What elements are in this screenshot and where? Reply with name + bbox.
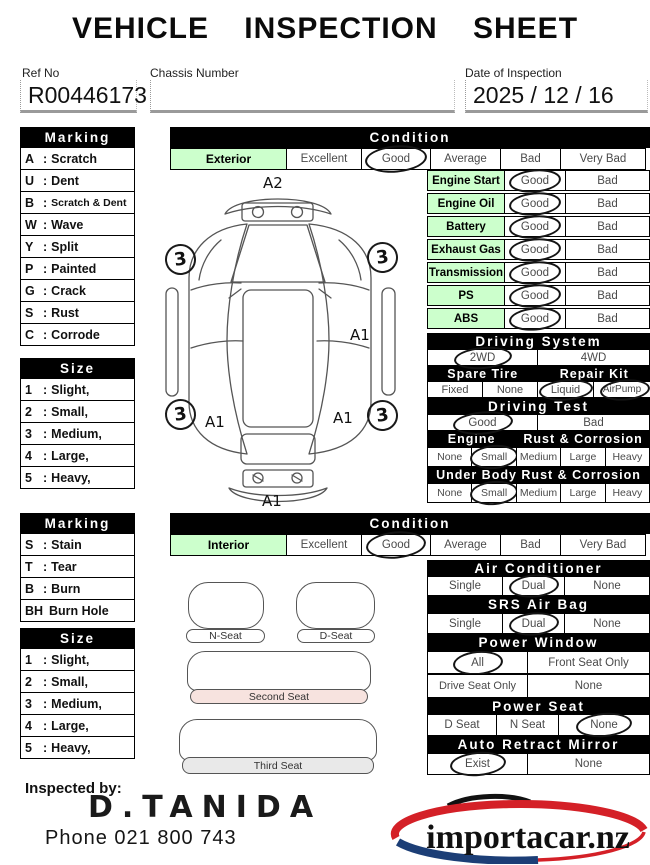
wheel-mark-rear-left: 3 bbox=[163, 397, 198, 432]
legend-code: S bbox=[25, 305, 34, 320]
legend-label: Large, bbox=[51, 448, 89, 463]
legend-label: Scratch bbox=[51, 151, 98, 166]
panel-label-a1-right: A1 bbox=[350, 326, 370, 344]
legend-row bbox=[20, 147, 135, 170]
legend-code: W bbox=[25, 217, 37, 232]
check-label: Transmission bbox=[427, 262, 505, 283]
option-cell-single: Single bbox=[427, 576, 503, 596]
legend-sep: : bbox=[43, 327, 48, 342]
wheel-mark-rear-right: 3 bbox=[365, 398, 400, 433]
option-cell-front-seat-only: Front Seat Only bbox=[527, 651, 650, 674]
legend-row bbox=[20, 599, 135, 622]
legend-label: Medium, bbox=[51, 696, 102, 711]
option-cell-airpump bbox=[593, 381, 650, 398]
legend-label: Tear bbox=[51, 559, 77, 574]
driving-block bbox=[427, 333, 650, 503]
inspector-signature: D.TANIDA bbox=[88, 790, 323, 821]
option-label: All bbox=[471, 656, 484, 669]
importacar-logo bbox=[388, 790, 650, 864]
spare-tire-repair-kit-header bbox=[427, 366, 650, 381]
n-seat-shape bbox=[188, 582, 264, 629]
legend-sep: : bbox=[43, 581, 48, 596]
logo-text: importacar.nz bbox=[426, 819, 630, 856]
good-cell bbox=[504, 262, 566, 283]
legend-row bbox=[20, 235, 135, 258]
option-label: Small bbox=[480, 451, 508, 463]
legend-sep: : bbox=[43, 559, 48, 574]
option-label: Dual bbox=[521, 580, 546, 592]
legend-label: Heavy, bbox=[51, 470, 91, 485]
check-label: PS bbox=[427, 285, 505, 306]
option-cell-medium: Medium bbox=[516, 483, 561, 503]
d-seat-label: D-Seat bbox=[297, 629, 375, 643]
legend-row bbox=[20, 444, 135, 467]
legend-label: Rust bbox=[51, 305, 79, 320]
option-cell-n-seat: N Seat bbox=[496, 714, 559, 736]
option-cell-large: Large bbox=[560, 483, 605, 503]
legend-sep: : bbox=[43, 740, 48, 755]
option-cell-heavy: Heavy bbox=[605, 447, 650, 467]
legend-label: Crack bbox=[51, 283, 86, 298]
legend-label: Large, bbox=[51, 718, 89, 733]
check-row bbox=[427, 193, 650, 214]
good-cell bbox=[504, 170, 566, 191]
inspection-date-label: Date of Inspection bbox=[465, 66, 562, 80]
option-cell-fixed: Fixed bbox=[427, 381, 483, 398]
option-cell-exist bbox=[427, 753, 528, 775]
option-cell-medium: Medium bbox=[516, 447, 561, 467]
legend-label: Dent bbox=[51, 173, 79, 188]
second-seat-label: Second Seat bbox=[190, 689, 368, 704]
driving-test-row bbox=[427, 414, 650, 431]
legend-row bbox=[20, 213, 135, 236]
legend-sep: : bbox=[43, 195, 48, 210]
exterior-checks-table bbox=[427, 170, 650, 331]
exterior-marking-legend bbox=[20, 127, 135, 346]
legend-code: C bbox=[25, 327, 35, 342]
interior-condition-header: Condition bbox=[170, 513, 650, 534]
option-cell-2wd bbox=[427, 349, 538, 366]
wheel-mark-front-right: 3 bbox=[365, 240, 400, 275]
size-legend-header: Size bbox=[20, 628, 135, 649]
legend-label: Burn Hole bbox=[49, 603, 109, 618]
scale-good-label: Good bbox=[381, 539, 411, 551]
panel-label-a1-right-rear: A1 bbox=[333, 409, 353, 427]
car-annotations bbox=[163, 170, 430, 510]
power-seat-header: Power Seat bbox=[427, 698, 650, 714]
second-seat-shape bbox=[187, 651, 371, 691]
option-cell-small bbox=[471, 483, 516, 503]
marking-legend-header: Marking bbox=[20, 127, 135, 148]
scale-cell-excellent: Excellent bbox=[286, 534, 362, 556]
legend-code: 1 bbox=[25, 382, 32, 397]
check-label: ABS bbox=[427, 308, 505, 329]
good-label: Good bbox=[520, 289, 550, 302]
legend-label: Medium, bbox=[51, 426, 102, 441]
check-row bbox=[427, 170, 650, 191]
check-row bbox=[427, 308, 650, 329]
option-cell-small bbox=[471, 447, 516, 467]
marking-legend-header: Marking bbox=[20, 513, 135, 534]
option-cell-none: None bbox=[527, 674, 650, 698]
legend-label: Small, bbox=[51, 404, 88, 419]
option-cell-d-seat: D Seat bbox=[427, 714, 497, 736]
option-label: Dual bbox=[521, 617, 546, 630]
option-cell-none bbox=[558, 714, 650, 736]
interior-equipment-block bbox=[427, 560, 650, 775]
option-label: Small bbox=[480, 487, 508, 499]
legend-label: Slight, bbox=[51, 382, 90, 397]
legend-label: Scratch & Dent bbox=[51, 196, 127, 209]
size-legend-header: Size bbox=[20, 358, 135, 379]
bad-cell: Bad bbox=[565, 308, 650, 329]
option-cell-none: None bbox=[564, 576, 650, 596]
option-label: AirPump bbox=[602, 384, 642, 395]
option-cell-none: None bbox=[564, 613, 650, 634]
option-cell-bad: Bad bbox=[537, 414, 650, 431]
check-row bbox=[427, 262, 650, 283]
scale-cell-average: Average bbox=[430, 534, 501, 556]
wheel-mark-front-left: 3 bbox=[163, 242, 198, 277]
spare-tire-title: Spare Tire bbox=[447, 366, 519, 381]
tire-kit-row bbox=[427, 381, 650, 398]
good-cell bbox=[504, 239, 566, 260]
under-body-rust-header: Under Body Rust & Corrosion bbox=[427, 467, 650, 483]
legend-sep: : bbox=[43, 470, 48, 485]
option-label: Exist bbox=[465, 758, 490, 770]
scale-cell-average: Average bbox=[430, 148, 501, 170]
legend-sep: : bbox=[43, 674, 48, 689]
page-title: VEHICLE INSPECTION SHEET bbox=[71, 12, 579, 45]
air-conditioner-row bbox=[427, 576, 650, 596]
exterior-size-legend bbox=[20, 358, 135, 489]
engine-rust-row bbox=[427, 447, 650, 467]
option-cell-4wd: 4WD bbox=[537, 349, 650, 366]
bad-cell: Bad bbox=[565, 170, 650, 191]
scale-cell-bad: Bad bbox=[500, 148, 561, 170]
legend-row bbox=[20, 279, 135, 302]
legend-code: B bbox=[25, 581, 35, 596]
option-cell-dual bbox=[502, 613, 565, 634]
scale-cell-bad: Bad bbox=[500, 534, 561, 556]
legend-sep: : bbox=[43, 151, 48, 166]
legend-row bbox=[20, 466, 135, 489]
option-cell-all bbox=[427, 651, 528, 674]
interior-area-cell: Interior bbox=[170, 534, 287, 556]
exterior-condition-scale-row bbox=[170, 148, 650, 170]
ref-no-value: R00446173 bbox=[28, 81, 147, 108]
legend-code: 4 bbox=[25, 448, 32, 463]
option-label: Liquid bbox=[550, 383, 581, 396]
srs-air-bag-row bbox=[427, 613, 650, 634]
legend-label: Stain bbox=[51, 537, 82, 552]
legend-row bbox=[20, 301, 135, 324]
legend-row bbox=[20, 692, 135, 715]
option-cell-good bbox=[427, 414, 538, 431]
third-seat-label: Third Seat bbox=[182, 757, 374, 774]
check-row bbox=[427, 216, 650, 237]
legend-sep: : bbox=[43, 305, 48, 320]
good-cell bbox=[504, 193, 566, 214]
chassis-number-field bbox=[150, 80, 455, 113]
legend-label: Corrode bbox=[51, 327, 100, 342]
legend-code: 3 bbox=[25, 696, 32, 711]
legend-code: U bbox=[25, 173, 35, 188]
good-label: Good bbox=[520, 266, 550, 279]
legend-code: P bbox=[25, 261, 34, 276]
option-cell-none: None bbox=[427, 447, 472, 467]
bad-cell: Bad bbox=[565, 193, 650, 214]
bad-cell: Bad bbox=[565, 262, 650, 283]
legend-label: Heavy, bbox=[51, 740, 91, 755]
legend-code: 1 bbox=[25, 652, 32, 667]
good-cell bbox=[504, 216, 566, 237]
bad-cell: Bad bbox=[565, 216, 650, 237]
driving-test-header: Driving Test bbox=[427, 398, 650, 414]
scale-cell-good bbox=[361, 148, 431, 170]
power-seat-row bbox=[427, 714, 650, 736]
driving-system-row bbox=[427, 349, 650, 366]
legend-code: 5 bbox=[25, 470, 32, 485]
legend-row bbox=[20, 555, 135, 578]
d-seat-shape bbox=[296, 582, 375, 629]
legend-sep: : bbox=[43, 239, 48, 254]
option-cell-none: None bbox=[527, 753, 650, 775]
good-label: Good bbox=[520, 220, 550, 233]
third-seat-shape bbox=[179, 719, 377, 761]
good-label: Good bbox=[520, 312, 550, 325]
option-cell-drive-seat-only: Drive Seat Only bbox=[427, 674, 528, 698]
legend-code: 4 bbox=[25, 718, 32, 733]
legend-code: 3 bbox=[25, 426, 32, 441]
legend-row bbox=[20, 670, 135, 693]
legend-label: Slight, bbox=[51, 652, 90, 667]
option-label: 2WD bbox=[469, 351, 496, 364]
n-seat-label: N-Seat bbox=[186, 629, 265, 643]
check-row bbox=[427, 239, 650, 260]
legend-sep: : bbox=[43, 217, 48, 232]
auto-retract-mirror-row bbox=[427, 753, 650, 775]
driving-system-header: Driving System bbox=[427, 333, 650, 349]
scale-cell-very-bad: Very Bad bbox=[560, 534, 646, 556]
option-cell-single: Single bbox=[427, 613, 503, 634]
panel-label-a1-left-rear: A1 bbox=[205, 413, 225, 431]
legend-code: T bbox=[25, 559, 33, 574]
exterior-area-cell: Exterior bbox=[170, 148, 287, 170]
inspection-date-value: 2025 / 12 / 16 bbox=[473, 81, 614, 108]
legend-code: G bbox=[25, 283, 35, 298]
legend-sep: : bbox=[43, 696, 48, 711]
check-label: Engine Oil bbox=[427, 193, 505, 214]
option-cell-none: None bbox=[482, 381, 538, 398]
chassis-number-label: Chassis Number bbox=[150, 66, 239, 80]
legend-label: Split bbox=[51, 239, 79, 254]
rust-corrosion-title: Rust & Corrosion bbox=[523, 432, 643, 446]
legend-row bbox=[20, 577, 135, 600]
check-row bbox=[427, 285, 650, 306]
legend-label: Painted bbox=[51, 261, 97, 276]
legend-sep: : bbox=[43, 283, 48, 298]
legend-row bbox=[20, 648, 135, 671]
good-label: Good bbox=[520, 197, 550, 210]
legend-sep: : bbox=[43, 382, 48, 397]
bad-cell: Bad bbox=[565, 239, 650, 260]
interior-condition-scale-row bbox=[170, 534, 650, 556]
under-body-rust-row bbox=[427, 483, 650, 503]
legend-sep: : bbox=[43, 261, 48, 276]
good-cell bbox=[504, 285, 566, 306]
scale-good-label: Good bbox=[381, 153, 411, 165]
legend-code: Y bbox=[25, 239, 34, 254]
check-label: Engine Start bbox=[427, 170, 505, 191]
option-cell-dual bbox=[502, 576, 565, 596]
power-window-row-2 bbox=[427, 674, 650, 698]
scale-cell-good bbox=[361, 534, 431, 556]
scale-cell-very-bad: Very Bad bbox=[560, 148, 646, 170]
check-label: Battery bbox=[427, 216, 505, 237]
legend-row bbox=[20, 400, 135, 423]
power-window-row-1 bbox=[427, 651, 650, 674]
legend-code: BH bbox=[25, 603, 44, 618]
legend-row bbox=[20, 736, 135, 759]
legend-row bbox=[20, 323, 135, 346]
legend-row bbox=[20, 257, 135, 280]
legend-sep: : bbox=[43, 652, 48, 667]
legend-row bbox=[20, 422, 135, 445]
engine-rust-title: Engine bbox=[447, 432, 496, 446]
legend-row bbox=[20, 191, 135, 214]
panel-label-a2: A2 bbox=[263, 174, 283, 192]
legend-row bbox=[20, 714, 135, 737]
srs-air-bag-header: SRS Air Bag bbox=[427, 596, 650, 613]
panel-label-a1-bottom: A1 bbox=[262, 492, 282, 510]
good-label: Good bbox=[520, 174, 550, 187]
legend-sep: : bbox=[43, 448, 48, 463]
legend-sep: : bbox=[43, 173, 48, 188]
legend-sep: : bbox=[43, 718, 48, 733]
check-label: Exhaust Gas bbox=[427, 239, 505, 260]
option-label: None bbox=[590, 719, 618, 731]
legend-code: A bbox=[25, 151, 35, 166]
power-window-header: Power Window bbox=[427, 634, 650, 651]
legend-row bbox=[20, 378, 135, 401]
option-cell-heavy: Heavy bbox=[605, 483, 650, 503]
ref-no-label: Ref No bbox=[22, 66, 60, 80]
legend-row bbox=[20, 169, 135, 192]
bad-cell: Bad bbox=[565, 285, 650, 306]
ref-no-field bbox=[20, 80, 147, 113]
auto-retract-mirror-header: Auto Retract Mirror bbox=[427, 736, 650, 753]
legend-sep: : bbox=[43, 404, 48, 419]
air-conditioner-header: Air Conditioner bbox=[427, 560, 650, 576]
legend-code: 2 bbox=[25, 674, 32, 689]
legend-sep: : bbox=[43, 426, 48, 441]
repair-kit-title: Repair Kit bbox=[559, 366, 629, 381]
legend-label: Burn bbox=[51, 581, 81, 596]
legend-label: Small, bbox=[51, 674, 88, 689]
good-cell bbox=[504, 308, 566, 329]
legend-row bbox=[20, 533, 135, 556]
good-label: Good bbox=[520, 243, 550, 256]
engine-rust-header bbox=[427, 431, 650, 447]
legend-code: B bbox=[25, 195, 35, 210]
phone-number: Phone 021 800 743 bbox=[45, 827, 237, 849]
inspection-date-field bbox=[465, 80, 648, 113]
legend-code: S bbox=[25, 537, 34, 552]
option-cell-large: Large bbox=[560, 447, 605, 467]
legend-code: 5 bbox=[25, 740, 32, 755]
inspected-by-label: Inspected by: bbox=[25, 780, 122, 797]
option-label: Good bbox=[468, 416, 497, 429]
interior-size-legend bbox=[20, 628, 135, 759]
interior-marking-legend bbox=[20, 513, 135, 622]
option-cell-liquid bbox=[537, 381, 594, 398]
legend-code: 2 bbox=[25, 404, 32, 419]
scale-cell-excellent: Excellent bbox=[286, 148, 362, 170]
legend-sep: : bbox=[43, 537, 48, 552]
legend-label: Wave bbox=[51, 217, 84, 232]
exterior-condition-header: Condition bbox=[170, 127, 650, 148]
option-cell-none: None bbox=[427, 483, 472, 503]
